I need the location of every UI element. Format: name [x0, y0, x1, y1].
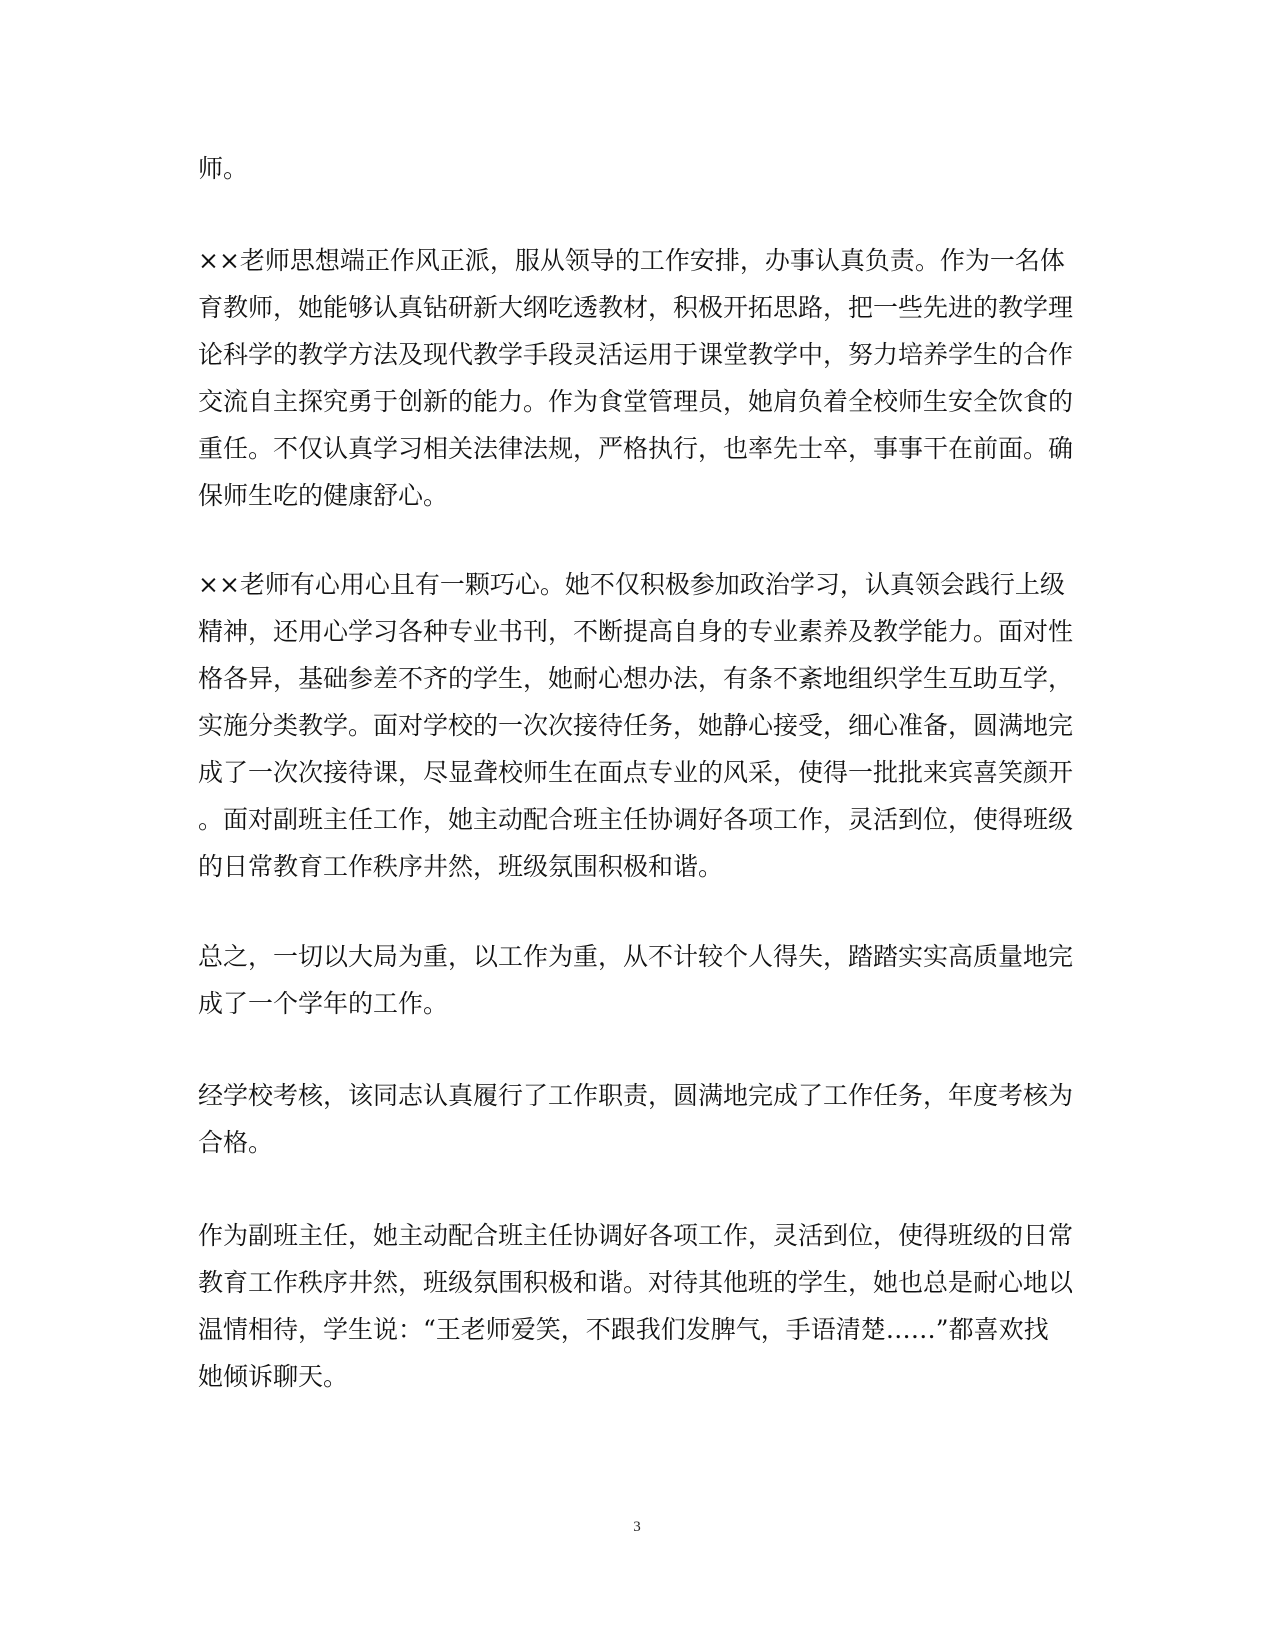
text-line: 温情相待，学生说：“王老师爱笑，不跟我们发脾气，手语清楚……”都喜欢找: [198, 1315, 1049, 1344]
paragraph-assistant-head-teacher: [198, 1212, 1078, 1400]
text-line: 作为副班主任，她主动配合班主任协调好各项工作，灵活到位，使得班级的日常: [198, 1221, 1074, 1250]
text-line: 育教师，她能够认真钻研新大纲吃透教材，积极开拓思路，把一些先进的教学理: [198, 293, 1074, 322]
text-line: 教育工作秩序井然，班级氛围积极和谐。对待其他班的学生，她也总是耐心地以: [198, 1268, 1074, 1297]
paragraph-summary: [198, 933, 1078, 1027]
text-line: 经学校考核，该同志认真履行了工作职责，圆满地完成了工作任务，年度考核为: [198, 1081, 1074, 1110]
text-line: 交流自主探究勇于创新的能力。作为食堂管理员，她肩负着全校师生安全饮食的: [198, 387, 1074, 416]
text-line: 。面对副班主任工作，她主动配合班主任协调好各项工作，灵活到位，使得班级: [198, 805, 1074, 834]
text-line: 她倾诉聊天。: [198, 1362, 349, 1391]
paragraph-work-style: [198, 237, 1078, 519]
paragraph-dedication: [198, 561, 1078, 890]
text-line: 保师生吃的健康舒心。: [198, 481, 449, 510]
text-line: 成了一个学年的工作。: [198, 989, 449, 1018]
paragraph-continuation: [198, 145, 1078, 192]
text-line: 重任。不仅认真学习相关法律法规，严格执行，也率先士卒，事事干在前面。确: [198, 434, 1074, 463]
text-line: ××老师有心用心且有一颗巧心。她不仅积极参加政治学习，认真领会践行上级: [198, 570, 1065, 599]
text-line: 的日常教育工作秩序井然，班级氛围积极和谐。: [198, 852, 724, 881]
text-line: ××老师思想端正作风正派，服从领导的工作安排，办事认真负责。作为一名体: [198, 246, 1065, 275]
text-line: 合格。: [198, 1128, 274, 1157]
text-line: 格各异，基础参差不齐的学生，她耐心想办法，有条不紊地组织学生互助互学，: [198, 664, 1074, 693]
text-line: 实施分类教学。面对学校的一次次接待任务，她静心接受，细心准备，圆满地完: [198, 711, 1074, 740]
text-line: 成了一次次接待课，尽显聋校师生在面点专业的风采，使得一批批来宾喜笑颜开: [198, 758, 1074, 787]
page-number: 3: [633, 1519, 641, 1535]
text-line: 精神，还用心学习各种专业书刊，不断提高自身的专业素养及教学能力。面对性: [198, 617, 1074, 646]
text-line: 论科学的教学方法及现代教学手段灵活运用于课堂教学中，努力培养学生的合作: [198, 340, 1074, 369]
paragraph-assessment: [198, 1072, 1078, 1166]
text-line: 师。: [198, 154, 249, 183]
text-line: 总之，一切以大局为重，以工作为重，从不计较个人得失，踏踏实实高质量地完: [198, 942, 1074, 971]
